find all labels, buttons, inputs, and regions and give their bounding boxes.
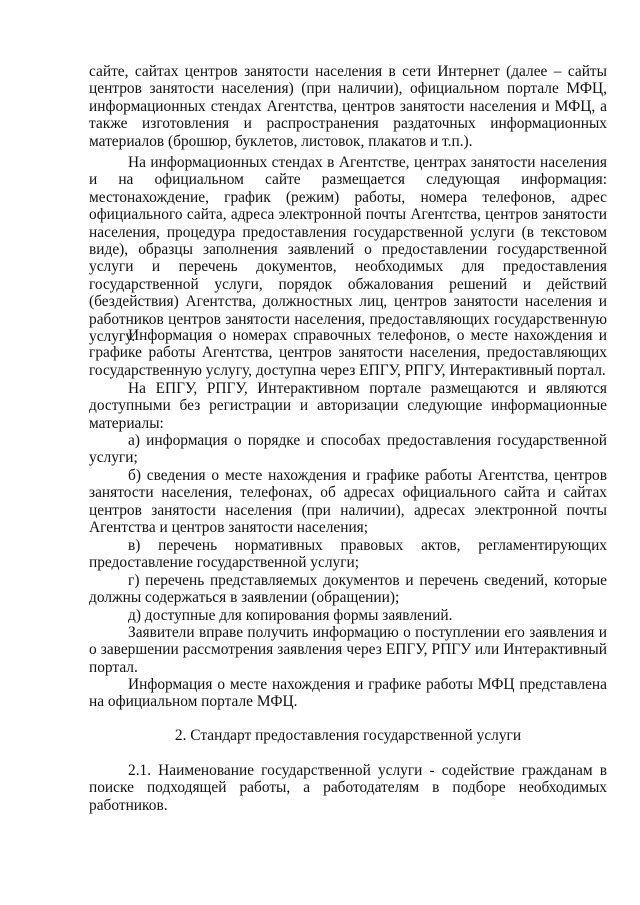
list-item-b: б) сведения о месте нахождения и графике работы Агентства, центров занятости населения, телефонах, об адресах официального сайта и сайтах центров занятости населения (при наличии), адресах электронной почты Агентства и центров занятости населения; xyxy=(89,467,607,537)
section-paragraph: 2.1. Наименование государственной услуги - содействие гражданам в поиске подходящей работы, а работодателям в подборе необходимых работников. xyxy=(89,762,607,814)
paragraph-applicants: Заявители вправе получить информацию о поступлении его заявления и о завершении рассмотрения заявления через ЕПГУ, РПГУ или Интерактивный портал. xyxy=(89,624,607,676)
section-heading: 2. Стандарт предоставления государственной услуги xyxy=(174,727,522,744)
paragraph-stands-info: На информационных стендах в Агентстве, центрах занятости населения и на официальном сайте размещается следующая информация: местонахождение, график (режим) работы, номера телефонов, адрес официального сайта, адреса электронной почты Агентства, центров занятости населения, процедура предоставления государственной услуги (в текстовом виде), образцы заполнения заявлений о предоставлении государственной услуги и перечень документов, необходимых для предоставления государственной услуги, порядок обжалования решений и действий (бездействия) Агентства, должностных лиц, центров занятости населения и работников центров занятости населения, предоставляющих государственную услугу. xyxy=(89,154,607,346)
paragraph-portal-materials: На ЕПГУ, РПГУ, Интерактивном портале размещаются и являются доступными без регистрации и авторизации следующие информационные материалы: xyxy=(89,380,607,432)
list-item-v: в) перечень нормативных правовых актов, регламентирующих предоставление государственной услуги; xyxy=(89,537,607,572)
list-item-g: г) перечень представляемых документов и перечень сведений, которые должны содержаться в заявлении (обращении); xyxy=(89,572,607,607)
paragraph-mfc-info: Информация о месте нахождения и графике работы МФЦ представлена на официальном портале МФЦ. xyxy=(89,676,607,711)
list-item-d: д) доступные для копирования формы заявлений. xyxy=(128,607,453,624)
paragraph-continuation: сайте, сайтах центров занятости населения в сети Интернет (далее – сайты центров занятости населения) (при наличии), официальном портале МФЦ, информационных стендах Агентства, центров занятости населения и МФЦ, а также изготовления и распространения раздаточных информационных материалов (брошюр, буклетов, листовок, плакатов и т.п.). xyxy=(89,63,607,150)
list-item-a: а) информация о порядке и способах предоставления государственной услуги; xyxy=(89,432,607,467)
paragraph-phones-info: Информация о номерах справочных телефонов, о месте нахождения и графике работы Агентства, центров занятости населения, предоставляющих государственную услугу, доступна через ЕПГУ, РПГУ, Интерактивный портал. xyxy=(89,327,607,379)
